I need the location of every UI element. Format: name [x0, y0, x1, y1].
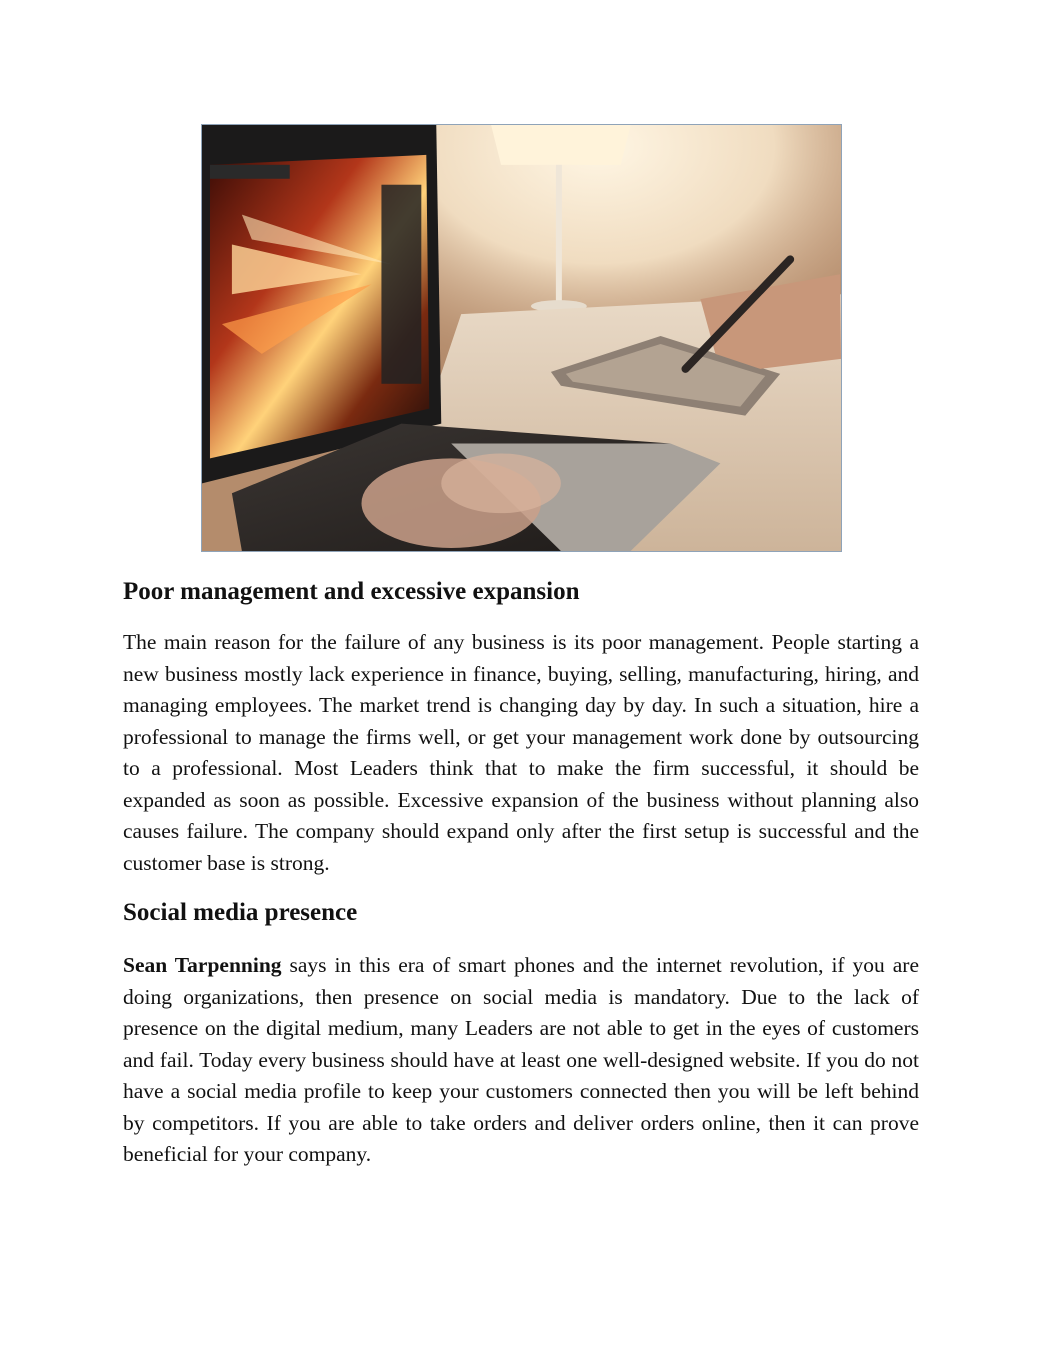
- laptop-illustration: [202, 125, 841, 551]
- article-body: [123, 572, 919, 1171]
- section-paragraph-poor-management: The main reason for the failure of any business is its poor management. People starting a new business mostly lack experience in finance, buying, selling, manufacturing, hiring, and managing employees. The market trend is changing day by day. In such a situation, hire a professional to manage the firms well, or get your management work done by outsourcing to a professional. Most Leaders think that to make the firm successful, it should be expanded as soon as possible. Excessive expansion of the business without planning also causes failure. The company should expand only after the first setup is successful and the customer base is strong.: [123, 630, 919, 875]
- lamp-shade: [491, 125, 631, 165]
- section-heading-social-media: Social media presence: [123, 899, 358, 926]
- laptop-photo: [201, 124, 842, 552]
- person-name-bold: Sean Tarpenning: [123, 953, 282, 977]
- section-paragraph-social-media: [123, 950, 919, 1171]
- section-heading-poor-management: Poor management and excessive expansion: [123, 578, 580, 605]
- section-paragraph-social-media-text: says in this era of smart phones and the internet revolution, if you are doing organizations, then presence on social media is mandatory. Due to the lack of presence on the digital medium, many Leaders are not able to get in the eyes of customers and fail. Today every business should have at least one well-designed website. If you do not have a social media profile to keep your customers connected then you will be left behind by competitors. If you are able to take orders and deliver orders online, then it can prove beneficial for your company.: [123, 953, 920, 1166]
